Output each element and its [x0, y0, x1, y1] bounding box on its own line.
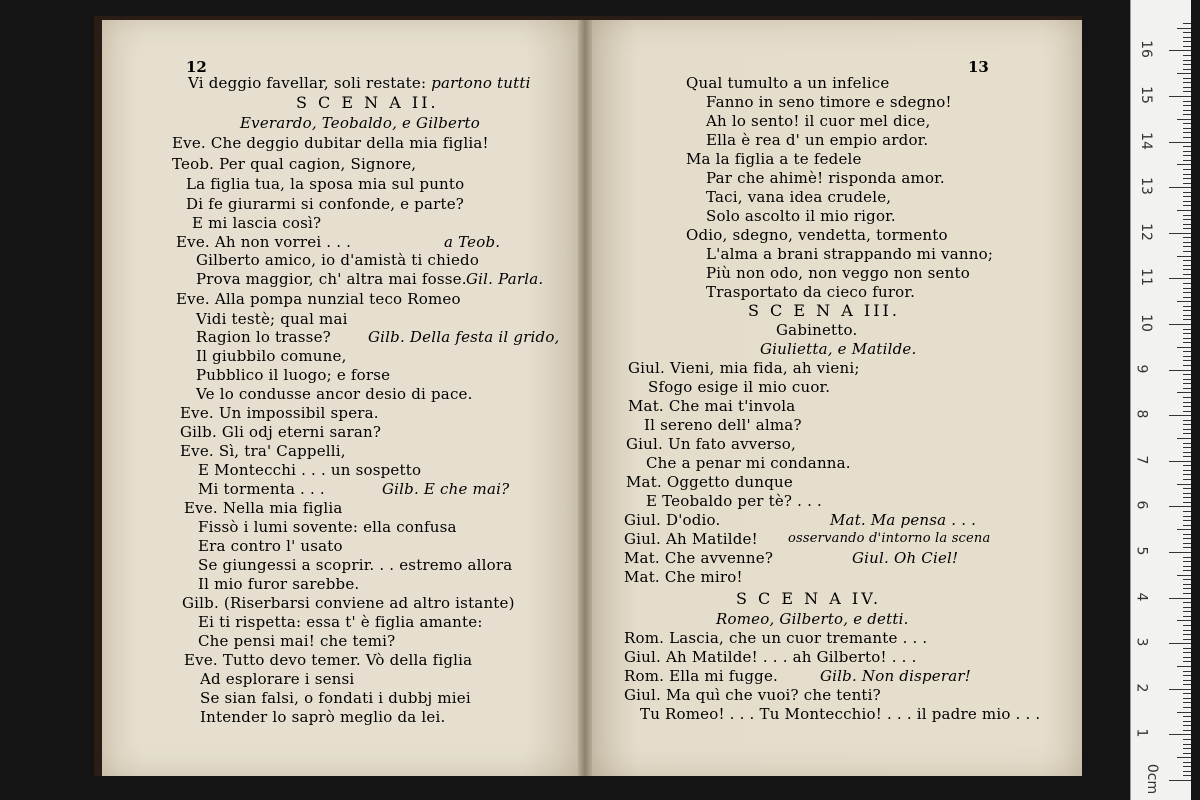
ruler-tick	[1183, 634, 1191, 635]
ruler-tick	[1183, 292, 1191, 293]
ruler-tick	[1183, 702, 1191, 703]
ruler-tick	[1183, 160, 1191, 161]
ruler-tick	[1183, 671, 1191, 672]
ruler-tick	[1177, 666, 1191, 667]
ruler-tick	[1183, 388, 1191, 389]
ruler-tick	[1183, 41, 1191, 42]
ruler-tick	[1183, 520, 1191, 521]
ruler-tick	[1183, 516, 1191, 517]
ruler-tick	[1183, 424, 1191, 425]
ruler-tick	[1169, 415, 1191, 416]
ruler-tick	[1183, 725, 1191, 726]
text-line: Rom. Ella mi fugge. Gilb. Non disperar!	[624, 667, 971, 685]
ruler-tick	[1169, 643, 1191, 644]
text-line: Eve. Nella mia figlia	[184, 499, 343, 517]
ruler-number: 16	[1137, 40, 1154, 59]
ruler-number: 3	[1133, 637, 1150, 647]
ruler-number: 11	[1137, 268, 1154, 287]
text-line: Giul. Ah Matilde! osservando d'intorno la scena	[624, 530, 991, 548]
ruler-tick	[1183, 675, 1191, 676]
ruler-tick	[1183, 698, 1191, 699]
ruler-tick	[1169, 96, 1191, 97]
ruler-tick	[1183, 201, 1191, 202]
text-line: Gilberto amico, io d'amistà ti chiedo	[196, 251, 480, 269]
text-line: Fissò i lumi sovente: ella confusa	[198, 518, 457, 536]
text-line: Di fe giurarmi si confonde, e parte?	[186, 195, 465, 213]
ruler-tick	[1183, 64, 1191, 65]
ruler-tick	[1183, 297, 1191, 298]
ruler-tick	[1169, 689, 1191, 690]
ruler-tick	[1183, 178, 1191, 179]
text-line: Qual tumulto a un infelice	[686, 74, 890, 92]
ruler-tick	[1183, 101, 1191, 102]
ruler-tick	[1177, 620, 1191, 621]
ruler-tick	[1183, 260, 1191, 261]
ruler-tick	[1183, 351, 1191, 352]
ruler-tick	[1183, 319, 1191, 320]
ruler-tick	[1183, 488, 1191, 489]
text-line: Mat. Oggetto dunque	[626, 473, 793, 491]
text-line: Se giungessi a scoprir. . . estremo allora	[198, 556, 513, 574]
ruler-tick	[1183, 593, 1191, 594]
ruler-number: 6	[1133, 500, 1150, 510]
ruler-tick	[1183, 511, 1191, 512]
ruler-tick	[1183, 183, 1191, 184]
ruler-tick	[1183, 652, 1191, 653]
text-line: Il mio furor sarebbe.	[198, 575, 360, 593]
text-line: Giul. Ma quì che vuoi? che tenti?	[624, 686, 881, 704]
ruler-tick	[1183, 420, 1191, 421]
text-line: Ad esplorare i sensi	[200, 670, 355, 688]
text-line: Che a penar mi condanna.	[646, 454, 851, 472]
text-line: Mi tormenta . . . Gilb. E che mai?	[198, 480, 510, 498]
ruler-tick	[1183, 374, 1191, 375]
ruler-tick	[1183, 534, 1191, 535]
ruler-tick	[1177, 392, 1191, 393]
ruler-tick	[1169, 552, 1191, 553]
text-line: Eve. Che deggio dubitar della mia figlia!	[172, 134, 489, 152]
ruler-tick	[1183, 342, 1191, 343]
ruler-tick	[1183, 771, 1191, 772]
ruler-tick	[1169, 324, 1191, 325]
ruler-tick	[1183, 215, 1191, 216]
text-line: Eve. Sì, tra' Cappelli,	[180, 442, 346, 460]
ruler-tick	[1183, 538, 1191, 539]
text-line: Sfogo esige il mio cuor.	[648, 378, 831, 396]
text-line: La figlia tua, la sposa mia sul punto	[186, 175, 465, 193]
ruler-tick	[1177, 575, 1191, 576]
ruler-tick	[1183, 397, 1191, 398]
ruler-tick	[1169, 780, 1191, 781]
ruler-tick	[1177, 712, 1191, 713]
ruler-tick	[1183, 406, 1191, 407]
text-line: Ragion lo trasse? Gilb. Della festa il grido,	[196, 328, 560, 346]
ruler-tick	[1183, 433, 1191, 434]
ruler-tick	[1183, 123, 1191, 124]
text-line: Rom. Lascia, che un cuor tremante . . .	[624, 629, 928, 647]
ruler-number: 14	[1137, 131, 1154, 150]
ruler-tick	[1183, 547, 1191, 548]
ruler-tick	[1183, 497, 1191, 498]
ruler-tick	[1183, 429, 1191, 430]
ruler-tick	[1183, 132, 1191, 133]
ruler-tick	[1183, 60, 1191, 61]
text-line: Giul. Ah Matilde! . . . ah Gilberto! . . .	[624, 648, 917, 666]
ruler-tick	[1183, 607, 1191, 608]
ruler-tick	[1183, 360, 1191, 361]
ruler-number: 5	[1133, 546, 1150, 556]
ruler-tick	[1183, 78, 1191, 79]
ruler-tick	[1177, 301, 1191, 302]
ruler-number: 1	[1133, 728, 1150, 738]
ruler-tick	[1169, 461, 1191, 462]
ruler-tick	[1177, 28, 1191, 29]
text-line: Odio, sdegno, vendetta, tormento	[686, 226, 948, 244]
text-line: Intender lo saprò meglio da lei.	[200, 708, 446, 726]
text-line: E Montecchi . . . un sospetto	[198, 461, 422, 479]
ruler-number: 7	[1133, 455, 1150, 465]
ruler-tick	[1183, 566, 1191, 567]
ruler-tick	[1183, 479, 1191, 480]
ruler-tick	[1183, 55, 1191, 56]
ruler-tick	[1183, 219, 1191, 220]
ruler-tick	[1183, 443, 1191, 444]
text-line: Prova maggior, ch' altra mai fosse. Gil. Parla.	[196, 270, 544, 288]
ruler-tick	[1183, 748, 1191, 749]
page-number-left: 12	[186, 58, 207, 76]
ruler-tick	[1183, 242, 1191, 243]
text-line: Par che ahimè! risponda amor.	[706, 169, 945, 187]
text-line: Fanno in seno timore e sdegno!	[706, 93, 952, 111]
text-line: Teob. Per qual cagion, Signore,	[172, 155, 417, 173]
text-line: Taci, vana idea crudele,	[706, 188, 892, 206]
ruler-tick	[1177, 529, 1191, 530]
ruler-tick	[1183, 657, 1191, 658]
ruler-tick	[1183, 383, 1191, 384]
ruler-number: 13	[1137, 177, 1154, 196]
text-line: Trasportato da cieco furor.	[706, 283, 916, 301]
ruler-tick	[1183, 684, 1191, 685]
ruler-tick	[1183, 87, 1191, 88]
ruler-tick	[1183, 246, 1191, 247]
ruler-tick	[1183, 775, 1191, 776]
ruler-tick	[1183, 146, 1191, 147]
ruler-tick	[1169, 278, 1191, 279]
ruler-tick	[1169, 506, 1191, 507]
ruler-tick	[1183, 196, 1191, 197]
ruler-tick	[1183, 105, 1191, 106]
ruler-tick	[1183, 155, 1191, 156]
ruler-tick	[1169, 734, 1191, 735]
scene-characters: Everardo, Teobaldo, e Gilberto	[240, 114, 480, 132]
ruler-tick	[1183, 561, 1191, 562]
ruler-tick	[1183, 525, 1191, 526]
text-line: Mat. Che mai t'invola	[628, 397, 796, 415]
ruler-tick	[1183, 452, 1191, 453]
ruler-tick	[1183, 707, 1191, 708]
ruler-tick	[1183, 721, 1191, 722]
text-line: Vi deggio favellar, soli restate: partono tutti	[188, 74, 531, 92]
ruler-tick	[1183, 639, 1191, 640]
text-line: Vidi testè; qual mai	[196, 310, 348, 328]
ruler-tick	[1183, 411, 1191, 412]
ruler-tick	[1183, 744, 1191, 745]
ruler-tick	[1177, 484, 1191, 485]
ruler-tick	[1177, 438, 1191, 439]
ruler-number: 0cm	[1144, 763, 1161, 795]
ruler-tick	[1183, 570, 1191, 571]
ruler-tick	[1183, 251, 1191, 252]
ruler-tick	[1183, 228, 1191, 229]
ruler-number: 12	[1137, 222, 1154, 241]
ruler-tick	[1183, 283, 1191, 284]
ruler-tick	[1177, 73, 1191, 74]
ruler-tick	[1183, 762, 1191, 763]
ruler-tick	[1183, 456, 1191, 457]
ruler-tick	[1183, 356, 1191, 357]
ruler-tick	[1183, 23, 1191, 24]
ruler-tick	[1183, 661, 1191, 662]
ruler-tick	[1183, 365, 1191, 366]
text-line: Mat. Che avvenne? Giul. Oh Ciel!	[624, 549, 959, 567]
text-line: Ella è rea d' un empio ardor.	[706, 131, 929, 149]
ruler-tick	[1183, 402, 1191, 403]
ruler-number: 8	[1133, 409, 1150, 419]
ruler-tick	[1183, 465, 1191, 466]
ruler-tick	[1183, 470, 1191, 471]
ruler-tick	[1183, 333, 1191, 334]
ruler-tick	[1183, 502, 1191, 503]
ruler-tick	[1183, 46, 1191, 47]
text-line: Più non odo, non veggo non sento	[706, 264, 970, 282]
ruler-tick	[1177, 757, 1191, 758]
scene-heading: S C E N A IV.	[736, 589, 882, 608]
ruler-tick	[1183, 329, 1191, 330]
text-line: Eve. Alla pompa nunzial teco Romeo	[176, 290, 461, 308]
text-line: Eve. Ah non vorrei . . . a Teob.	[176, 233, 501, 251]
ruler-tick	[1183, 151, 1191, 152]
ruler-number: 9	[1133, 364, 1150, 374]
text-line: Il sereno dell' alma?	[644, 416, 802, 434]
ruler-tick	[1183, 237, 1191, 238]
ruler-tick	[1183, 192, 1191, 193]
ruler-tick	[1177, 119, 1191, 120]
ruler-tick	[1183, 579, 1191, 580]
scene-characters: Romeo, Gilberto, e detti.	[716, 610, 909, 628]
text-line: Ei ti rispetta: essa t' è figlia amante:	[198, 613, 483, 631]
measuring-ruler	[1130, 0, 1191, 800]
ruler-tick	[1183, 315, 1191, 316]
scene-heading: S C E N A III.	[748, 301, 900, 320]
ruler-tick	[1169, 233, 1191, 234]
ruler-tick	[1183, 447, 1191, 448]
ruler-tick	[1183, 602, 1191, 603]
ruler-tick	[1183, 630, 1191, 631]
ruler-tick	[1183, 693, 1191, 694]
text-line: Gilb. Gli odj eterni saran?	[180, 423, 382, 441]
ruler-tick	[1183, 269, 1191, 270]
text-line: Giul. D'odio. Mat. Ma pensa . . .	[624, 511, 977, 529]
ruler-tick	[1183, 274, 1191, 275]
ruler-tick	[1183, 37, 1191, 38]
text-line: E Teobaldo per tè? . . .	[646, 492, 822, 510]
ruler-tick	[1183, 739, 1191, 740]
ruler-tick	[1183, 584, 1191, 585]
text-line: Se sian falsi, o fondati i dubbj miei	[200, 689, 471, 707]
scene-location: Gabinetto.	[776, 321, 858, 339]
ruler-tick	[1183, 338, 1191, 339]
ruler-tick	[1169, 598, 1191, 599]
ruler-tick	[1183, 82, 1191, 83]
text-line: Solo ascolto il mio rigor.	[706, 207, 896, 225]
ruler-tick	[1183, 543, 1191, 544]
text-line: Era contro l' usato	[198, 537, 343, 555]
ruler-tick	[1183, 224, 1191, 225]
text-line: Pubblico il luogo; e forse	[196, 366, 391, 384]
text-line: Che pensi mai! che temi?	[198, 632, 396, 650]
ruler-tick	[1183, 69, 1191, 70]
ruler-number: 10	[1137, 314, 1154, 332]
text-line: Il giubbilo comune,	[196, 347, 347, 365]
ruler-tick	[1183, 306, 1191, 307]
text-line: Tu Romeo! . . . Tu Montecchio! . . . il padre mio . . .	[640, 705, 1041, 723]
ruler-tick	[1183, 625, 1191, 626]
ruler-tick	[1169, 370, 1191, 371]
ruler-tick	[1183, 716, 1191, 717]
ruler-tick	[1177, 164, 1191, 165]
text-line: Ve lo condusse ancor desio di pace.	[196, 385, 473, 403]
ruler-tick	[1183, 174, 1191, 175]
text-line: Mat. Che miro!	[624, 568, 743, 586]
ruler-tick	[1183, 730, 1191, 731]
ruler-tick	[1177, 210, 1191, 211]
text-line: Gilb. (Riserbarsi conviene ad altro istante)	[182, 594, 515, 612]
ruler-tick	[1177, 347, 1191, 348]
ruler-tick	[1169, 50, 1191, 51]
ruler-tick	[1183, 110, 1191, 111]
ruler-tick	[1183, 205, 1191, 206]
ruler-number: 2	[1133, 683, 1150, 693]
text-line: L'alma a brani strappando mi vanno;	[706, 245, 994, 263]
book-gutter	[578, 20, 592, 776]
ruler-tick	[1183, 379, 1191, 380]
page-number-right: 13	[968, 58, 989, 76]
ruler-tick	[1183, 32, 1191, 33]
text-line: E mi lascia così?	[192, 214, 322, 232]
text-line: Giul. Un fato avverso,	[626, 435, 797, 453]
text-line: Ma la figlia a te fedele	[686, 150, 862, 168]
ruler-tick	[1183, 137, 1191, 138]
text-line: Ah lo sento! il cuor mel dice,	[706, 112, 931, 130]
ruler-tick	[1183, 588, 1191, 589]
ruler-tick	[1183, 766, 1191, 767]
ruler-tick	[1169, 142, 1191, 143]
ruler-tick	[1183, 680, 1191, 681]
ruler-tick	[1183, 128, 1191, 129]
ruler-tick	[1183, 474, 1191, 475]
ruler-tick	[1183, 288, 1191, 289]
ruler-tick	[1183, 616, 1191, 617]
ruler-tick	[1183, 493, 1191, 494]
ruler-tick	[1177, 256, 1191, 257]
ruler-tick	[1183, 114, 1191, 115]
ruler-number: 15	[1137, 86, 1154, 104]
ruler-tick	[1183, 169, 1191, 170]
ruler-tick	[1169, 187, 1191, 188]
text-line: Eve. Tutto devo temer. Vò della figlia	[184, 651, 473, 669]
ruler-tick	[1183, 310, 1191, 311]
text-line: Giul. Vieni, mia fida, ah vieni;	[628, 359, 860, 377]
ruler-tick	[1183, 611, 1191, 612]
ruler-tick	[1183, 91, 1191, 92]
ruler-tick	[1183, 753, 1191, 754]
ruler-tick	[1183, 557, 1191, 558]
text-line: Eve. Un impossibil spera.	[180, 404, 379, 422]
scene-characters: Giulietta, e Matilde.	[760, 340, 917, 358]
ruler-number: 4	[1133, 592, 1150, 602]
scene-heading: S C E N A II.	[296, 93, 439, 112]
ruler-tick	[1183, 265, 1191, 266]
ruler-tick	[1183, 648, 1191, 649]
